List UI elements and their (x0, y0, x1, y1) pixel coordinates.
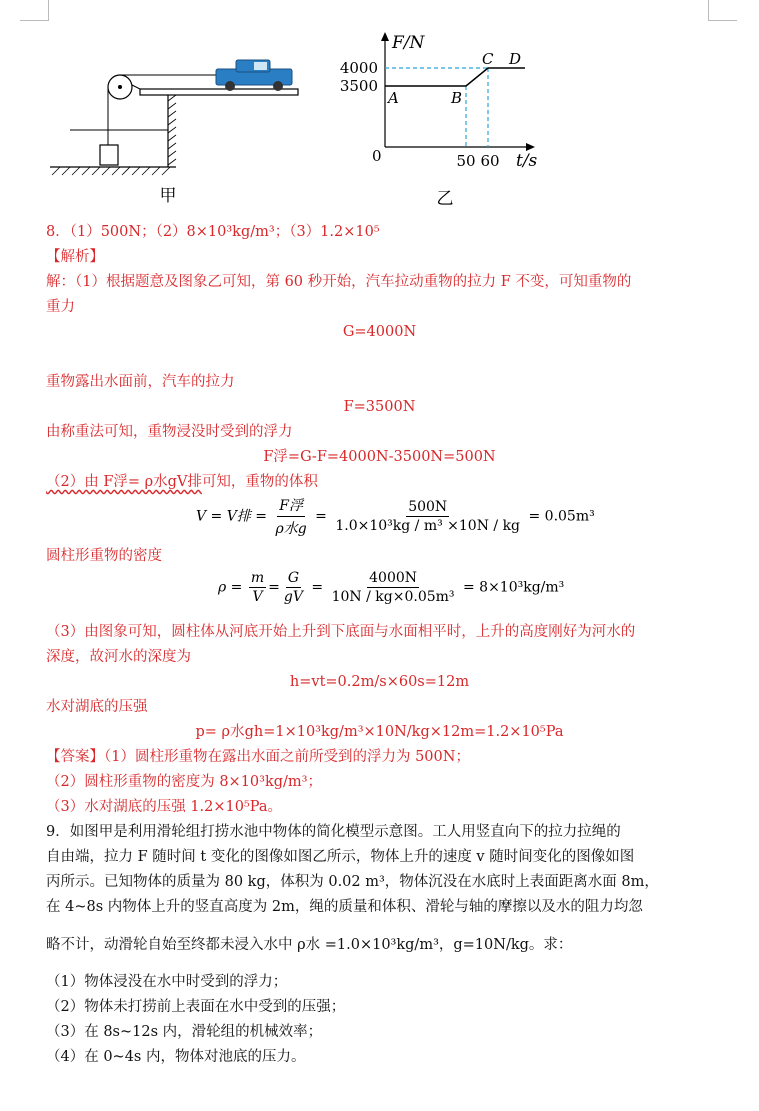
fraction (330, 570, 457, 605)
fraction-numerator: 4000N (369, 570, 418, 586)
fraction (333, 499, 522, 534)
q8-paragraph-4-tail: 可知，重物的体积 (201, 474, 318, 490)
fraction-denominator: V (252, 589, 263, 605)
q9-line-2: 自由端，拉力 F 随时间 t 变化的图像如图乙所示，物体上升的速度 v 随时间变化的图像如图 (46, 849, 635, 865)
q8-paragraph-5: 圆柱形重物的密度 (46, 548, 162, 564)
q8-paragraph-6: （3）由图象可知，圆柱体从河底开始上升到下底面与水面相平时，上升的高度刚好为河水的 (46, 624, 636, 640)
figure-caption-yi: 乙 (436, 189, 454, 209)
q9-item-3: （3）在 8s~12s 内，滑轮组的机械效率； (46, 1024, 323, 1040)
point-c-label: C (482, 50, 494, 68)
q9-item-2: （2）物体未打捞前上表面在水中受到的压强； (46, 999, 346, 1015)
q8-equation-buoyancy: F浮=G-F=4000N-3500N=500N (263, 449, 496, 465)
answer-1-text: （1）圆柱形重物在露出水面之前所受到的浮力为 500N； (104, 749, 470, 765)
q8-equation-gravity: G=4000N (342, 324, 417, 340)
q8-paragraph-4 (46, 472, 318, 492)
q8-answer-1 (46, 747, 470, 767)
q9-line-3: 丙所示。已知物体的质量为 80 kg，体积为 0.02 m³，物体沉没在水底时上表面距离水面 8m， (46, 874, 659, 890)
fraction (249, 570, 266, 605)
q8-paragraph-1: 解：（1）根据题意及图象乙可知，第 60 秒开始，汽车拉动重物的拉力 F 不变，可知重物的 (46, 274, 632, 290)
point-a-label: A (388, 89, 399, 107)
fraction-numerator: F浮 (277, 495, 305, 517)
fraction-denominator: gV (283, 589, 303, 605)
figure-yi-force-time-graph (330, 22, 550, 212)
figure-caption-jia: 甲 (159, 186, 177, 206)
fraction (282, 570, 305, 605)
q8-paragraph-3: 由称重法可知，重物浸没时受到的浮力 (46, 424, 293, 440)
q9-item-4: （4）在 0~4s 内，物体对池底的压力。 (46, 1049, 306, 1065)
point-d-label: D (509, 50, 522, 68)
x-axis-label: t/s (516, 151, 538, 171)
fraction (274, 495, 309, 538)
q8-equation-depth: h=vt=0.2m/s×60s=12m (289, 674, 470, 690)
q8-analysis-tag: 【解析】 (46, 249, 104, 265)
q8-equation-pressure: p= ρ水gh=1×10³kg/m³×10N/kg×12m=1.2×10⁵Pa (195, 724, 564, 740)
fraction-numerator: G (287, 570, 300, 586)
q8-answer-2: （2）圆柱形重物的密度为 8×10³kg/m³； (46, 774, 322, 790)
y-axis-label: F/N (392, 33, 425, 53)
density-result: = 8×10³kg/m³ (462, 579, 565, 596)
q8-paragraph-2: 重物露出水面前，汽车的拉力 (46, 374, 235, 390)
fraction-denominator: 1.0×10³kg / m³ ×10N / kg (335, 518, 521, 534)
q8-paragraph-7: 水对湖底的压强 (46, 699, 148, 715)
volume-lhs: V = V排 = (196, 508, 268, 525)
q8-buoyancy-formula: （2）由 F浮= ρ水gV排 (46, 474, 202, 490)
q8-paragraph-6b: 深度，故河水的深度为 (46, 649, 191, 665)
point-b-label: B (451, 89, 463, 107)
q8-equation-volume (196, 495, 595, 538)
volume-result: = 0.05m³ (528, 508, 595, 525)
page-corner-mark (20, 0, 49, 21)
page-corner-mark (708, 0, 737, 21)
x-tick-50: 50 (456, 152, 476, 170)
q8-paragraph-1b: 重力 (46, 299, 75, 315)
answer-tag: 【答案】 (46, 749, 104, 765)
figure-jia-pulley-truck (40, 45, 310, 215)
fraction-denominator: 10N / kg×0.05m³ (331, 589, 455, 605)
q9-line-1: 9．如图甲是利用滑轮组打捞水池中物体的简化模型示意图。工人用竖直向下的拉力拉绳的 (46, 824, 621, 840)
q9-line-4: 在 4~8s 内物体上升的竖直高度为 2m，绳的质量和体积、滑轮与轴的摩擦以及水的阻力均忽 (46, 899, 643, 915)
y-tick-4000: 4000 (339, 59, 378, 77)
q8-answer-line: 8．（1）500N；（2）8×10³kg/m³；（3）1.2×10⁵ (46, 224, 380, 240)
q9-item-1: （1）物体浸没在水中时受到的浮力； (46, 974, 288, 990)
fraction-denominator: ρ水g (275, 521, 307, 537)
q9-line-5: 略不计，动滑轮自始至终都未浸入水中 ρ水 =1.0×10³kg/m³，g=10N/kg。求： (46, 937, 573, 953)
origin-label: 0 (372, 147, 382, 165)
q8-equation-density: ρ = $\frac{m}{V}$ = $\frac{G}{gV}$ = $\frac{4000N}{\text{10N / kg×0.05m³}}$ = 8×10³kg/m³ (218, 570, 565, 605)
fraction-numerator: 500N (408, 499, 448, 515)
equals-sign: = (315, 508, 327, 525)
q8-answer-3: （3）水对湖底的压强 1.2×10⁵Pa。 (46, 799, 283, 815)
x-tick-60: 60 (480, 152, 500, 170)
fraction-numerator: m (250, 570, 265, 586)
y-tick-3500: 3500 (339, 77, 378, 95)
density-lhs: ρ = (218, 579, 243, 596)
q8-equation-pull-force: F=3500N (343, 399, 416, 415)
